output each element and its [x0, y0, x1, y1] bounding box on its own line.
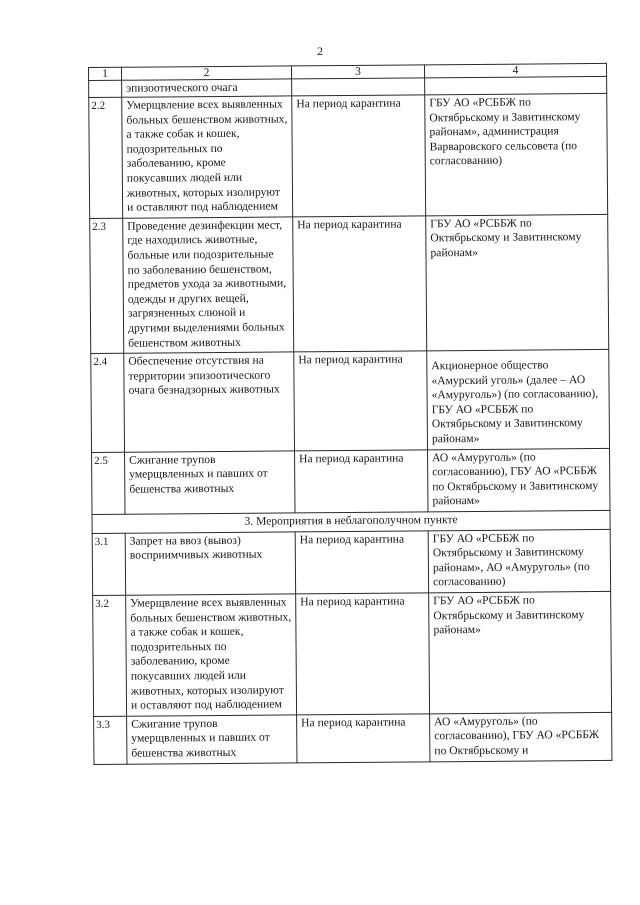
period-cell: На период карантина [297, 714, 430, 763]
table-row [90, 214, 609, 353]
period-cell: На период карантина [294, 351, 428, 451]
table-row [92, 529, 610, 595]
page-number: 2 [317, 44, 323, 58]
measure-cell: Сжигание трупов умерщвленных и павших от бешенства животных [125, 451, 295, 515]
measure-cell: Обеспечение отсутствия на территории эпизоотического очага безнадзорных животных [124, 352, 295, 452]
row-number: 2.2 [89, 97, 123, 218]
responsible-cell: АО «Амуруголь» (по согласованию), ГБУ АО «РСББЖ по Октябрьскому и [430, 712, 612, 761]
measures-table-sheet [88, 63, 611, 765]
period-cell: На период карантина [296, 593, 430, 715]
period-cell: На период карантина [292, 95, 426, 217]
row-number: 2.5 [92, 452, 125, 515]
responsible-cell: ГБУ АО «РСББЖ по Октябрьскому и Завитинскому районам» [426, 214, 609, 351]
table-row [89, 93, 608, 218]
measure-cell: Умерщвление всех выявленных больных бешенством животных, а также собак и кошек, подозрительных по заболеванию, кроме покусавших людей или животных, которых изолируют и оставляют под наблюдением [126, 594, 297, 716]
period-cell: На период карантина [295, 450, 428, 513]
row-number: 2.4 [91, 353, 125, 452]
header-cell: 4 [424, 63, 606, 77]
responsible-cell: АО «Амуруголь» (по согласованию), ГБУ АО «РСББЖ по Октябрьскому и Завитинскому районам» [428, 448, 610, 512]
table-row [93, 591, 612, 716]
period-cell: На период карантина [293, 216, 427, 352]
measure-cell: Запрет на ввоз (вывоз) восприимчивых животных [125, 532, 295, 596]
table-row [92, 448, 610, 514]
row-number: 3.2 [93, 595, 127, 716]
row-number: 3.3 [94, 716, 127, 764]
measure-cell: Проведение дезинфекции мест, где находились животные, больные или подозрительные по заболеванию бешенством, предметов ухода за животными, одежды и других вещей, загрязненных слюной и другими выделениями больных бешенством животных [123, 217, 294, 354]
measures-table [88, 63, 612, 765]
measure-cell: Сжигание трупов умерщвленных и павших от бешенства животных [127, 715, 297, 764]
header-cell: 3 [291, 65, 424, 79]
header-cell: 1 [89, 67, 122, 80]
responsible-cell: Акционерное общество «Амурский уголь» (далее – АО «Амуруголь») (по согласованию), ГБУ АО «РСББЖ по Октябрьскому и Завитинскому районам» [427, 350, 610, 450]
period-cell: На период карантина [295, 530, 428, 593]
measure-cell: Умерщвление всех выявленных больных бешенством животных, а также собак и кошек, подозрительных по заболеванию, кроме покусавших людей или животных, которых изолируют и оставляют под наблюдением [122, 96, 293, 218]
table-row [91, 350, 610, 453]
table-row [94, 712, 612, 764]
header-cell: 2 [122, 66, 292, 80]
section-title: 3. Мероприятия в неблагополучном пункте [92, 510, 610, 533]
row-number: 2.3 [90, 218, 124, 354]
row-number: 3.1 [92, 533, 125, 596]
responsible-cell: ГБУ АО «РСББЖ по Октябрьскому и Завитинскому районам», администрация Варваровского сельсовета (по согласованию) [425, 93, 608, 215]
continuation-text: эпизоотического очага [122, 79, 292, 97]
responsible-cell: ГБУ АО «РСББЖ по Октябрьскому и Завитинскому районам» [429, 591, 612, 713]
responsible-cell: ГБУ АО «РСББЖ по Октябрьскому и Завитинскому районам», АО «Амуруголь» (по согласованию) [428, 529, 610, 593]
